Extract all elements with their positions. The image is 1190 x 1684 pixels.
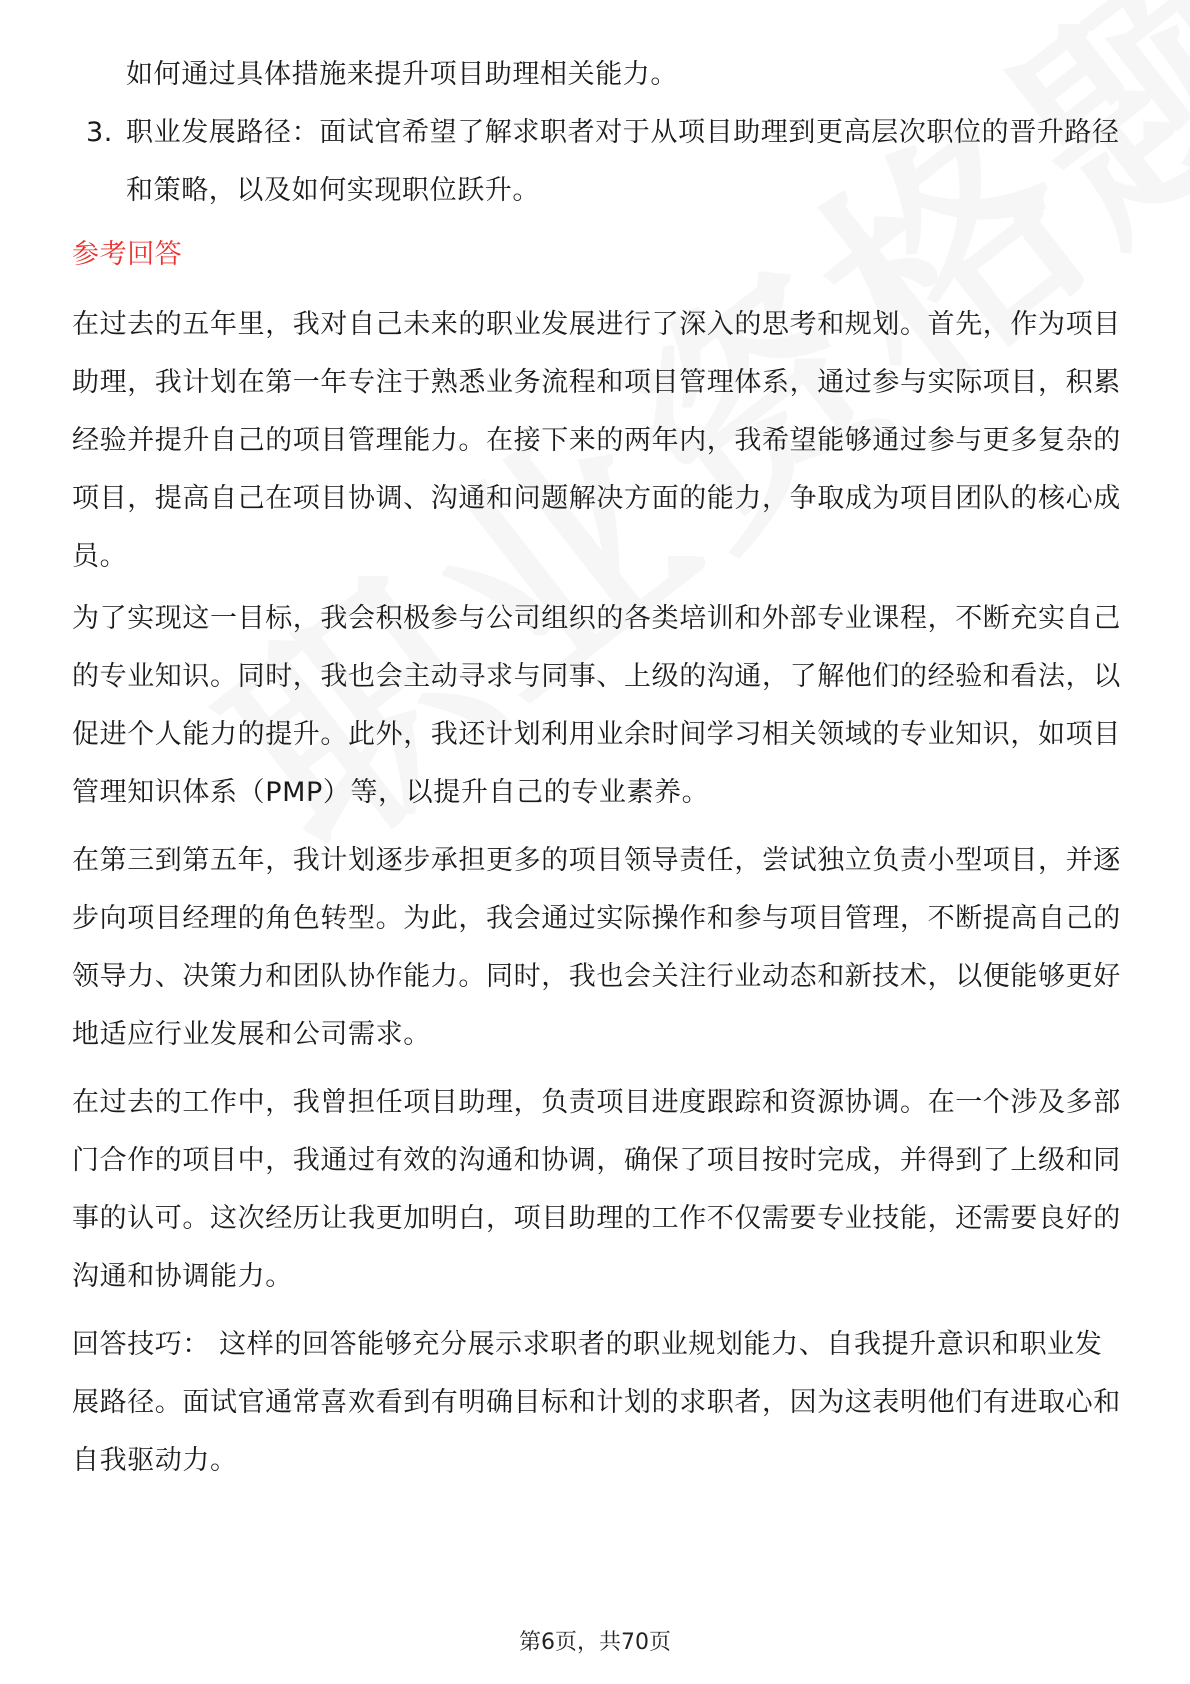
list-item-number: 3.	[86, 117, 113, 148]
paragraph-1: 在过去的五年里，我对自己未来的职业发展进行了深入的思考和规划。首先，作为项目助理，我计划在第一年专注于熟悉业务流程和项目管理体系，通过参与实际项目，积累经验并提升自己的项目管理能力。在接下来的两年内，我希望能够通过参与更多复杂的项目，提高自己在项目协调、沟通和问题解决方面的能力，争取成为项目团队的核心成员。	[72, 309, 1121, 572]
section-heading: 参考回答	[72, 239, 183, 270]
list-item-text: 职业发展路径：面试官希望了解求职者对于从项目助理到更高层次职位的晋升路径和策略，以及如何实现职位跃升。	[126, 117, 1120, 206]
paragraph-4: 在过去的工作中，我曾担任项目助理，负责项目进度跟踪和资源协调。在一个涉及多部门合作的项目中，我通过有效的沟通和协调，确保了项目按时完成，并得到了上级和同事的认可。这次经历让我更加明白，项目助理的工作不仅需要专业技能，还需要良好的沟通和协调能力。	[72, 1087, 1121, 1292]
list-continuation: 如何通过具体措施来提升项目助理相关能力。	[126, 59, 678, 90]
answer-tips-paragraph: 回答技巧： 这样的回答能够充分展示求职者的职业规划能力、自我提升意识和职业发展路径。面试官通常喜欢看到有明确目标和计划的求职者，因为这表明他们有进取心和自我驱动力。	[72, 1329, 1121, 1476]
paragraph-3: 在第三到第五年，我计划逐步承担更多的项目领导责任，尝试独立负责小型项目，并逐步向项目经理的角色转型。为此，我会通过实际操作和参与项目管理，不断提高自己的领导力、决策力和团队协作能力。同时，我也会关注行业动态和新技术，以便能够更好地适应行业发展和公司需求。	[72, 845, 1121, 1050]
paragraph-2: 为了实现这一目标，我会积极参与公司组织的各类培训和外部专业课程，不断充实自己的专业知识。同时，我也会主动寻求与同事、上级的沟通，了解他们的经验和看法，以促进个人能力的提升。此外，我还计划利用业余时间学习相关领域的专业知识，如项目管理知识体系（PMP）等，以提升自己的专业素养。	[72, 603, 1121, 808]
page-footer: 第6页，共70页	[519, 1630, 671, 1655]
